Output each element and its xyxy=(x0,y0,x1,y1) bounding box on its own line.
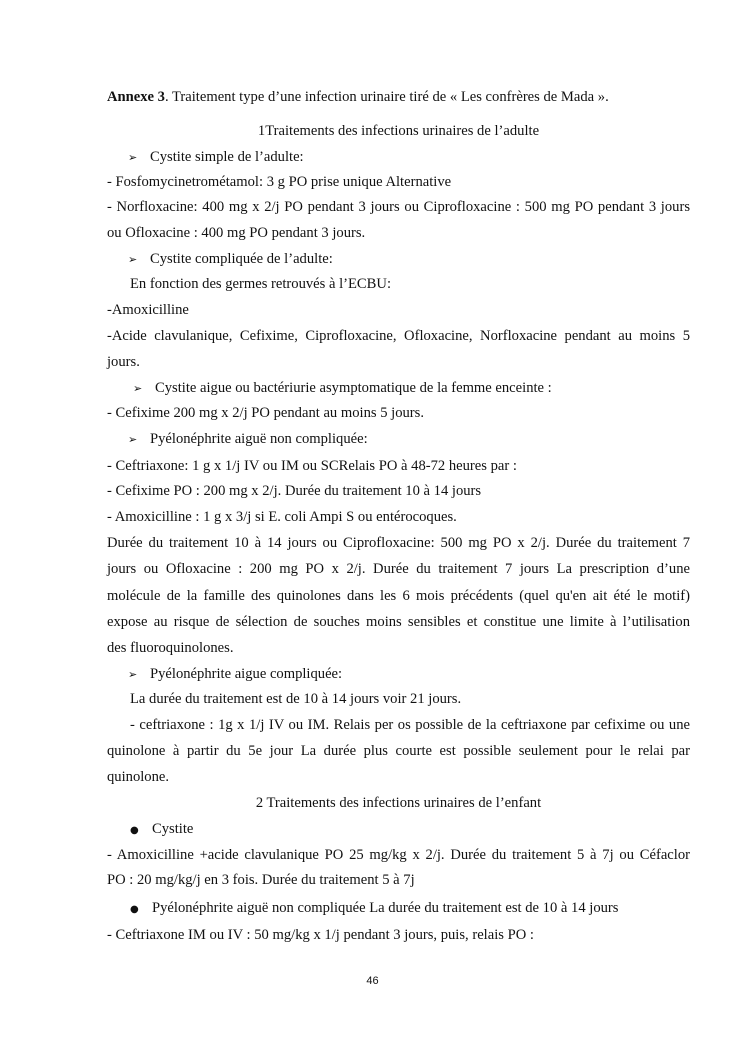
text-line: quinolone à partir du 5e jour La durée plus courte est possible seulement pour le relai par xyxy=(107,743,690,759)
text-line: molécule de la famille des quinolones dans les 6 mois précédents (quel qu'en ait été le motif) xyxy=(107,588,690,604)
text: Cystite xyxy=(152,821,194,837)
text-line: des fluoroquinolones. xyxy=(107,640,234,656)
annex-title: . Traitement type d’une infection urinaire tiré de « Les confrères de Mada ». xyxy=(164,89,609,105)
text-line: - Ceftriaxone IM ou IV : 50 mg/kg x 1/j pendant 3 jours, puis, relais PO : xyxy=(107,927,534,943)
round-bullet-icon: ● xyxy=(130,904,139,915)
text: Cystite aigue ou bactériurie asymptomatique de la femme enceinte : xyxy=(155,380,552,396)
text-line: - Amoxicilline +acide clavulanique PO 25 mg/kg x 2/j. Durée du traitement 5 à 7j ou Céfaclor xyxy=(107,847,690,863)
text-line: jours. xyxy=(107,354,140,370)
bullet-heading xyxy=(133,379,716,398)
page-number: 46 xyxy=(366,975,379,987)
arrow-bullet-icon: ➢ xyxy=(128,151,138,164)
text-line: - Norfloxacine: 400 mg x 2/j PO pendant 3 jours ou Ciprofloxacine : 500 mg PO pendant 3 jours xyxy=(107,199,690,215)
text-line: expose au risque de sélection de souches moins sensibles et constitue une limite à l’utilisation xyxy=(107,614,690,630)
arrow-bullet-icon: ➢ xyxy=(133,382,143,395)
bullet-heading xyxy=(130,899,713,919)
bullet-heading xyxy=(128,430,711,449)
text: Pyélonéphrite aiguë non compliquée: xyxy=(150,431,368,447)
annex-heading xyxy=(107,88,690,106)
text-line: -Acide clavulanique, Cefixime, Ciprofloxacine, Ofloxacine, Norfloxacine pendant au moins 5 xyxy=(107,328,690,344)
text-line: - Amoxicilline : 1 g x 3/j si E. coli Ampi S ou entérocoques. xyxy=(107,509,457,525)
text: Pyélonéphrite aigue compliquée: xyxy=(150,666,343,682)
text-line: jours ou Ofloxacine : 200 mg PO x 2/j. Durée du traitement 7 jours La prescription d’une xyxy=(107,561,690,577)
arrow-bullet-icon: ➢ xyxy=(128,433,138,446)
text-line: -Amoxicilline xyxy=(107,302,189,318)
section-title: 2 Traitements des infections urinaires de l’enfant xyxy=(255,795,542,811)
text-line: ou Ofloxacine : 400 mg PO pendant 3 jours. xyxy=(107,225,366,241)
text-line: PO : 20 mg/kg/j en 3 fois. Durée du traitement 5 à 7j xyxy=(107,872,415,888)
round-bullet-icon: ● xyxy=(130,825,139,836)
text: Pyélonéphrite aiguë non compliquée La durée du traitement est de 10 à 14 jours xyxy=(152,900,619,916)
section-title: 1Traitements des infections urinaires de l’adulte xyxy=(257,123,540,139)
text-line: - Fosfomycinetrométamol: 3 g PO prise unique Alternative xyxy=(107,174,452,190)
bullet-heading xyxy=(130,820,713,840)
text-line: - Ceftriaxone: 1 g x 1/j IV ou IM ou SCRelais PO à 48-72 heures par : xyxy=(107,458,517,474)
text: Cystite simple de l’adulte: xyxy=(150,149,304,165)
bullet-heading xyxy=(128,665,711,684)
text-line: - Cefixime PO : 200 mg x 2/j. Durée du traitement 10 à 14 jours xyxy=(107,483,482,499)
text-line: - ceftriaxone : 1g x 1/j IV ou IM. Relais per os possible de la ceftriaxone par cefixime ou une xyxy=(130,717,690,733)
annex-label: Annexe 3 xyxy=(107,89,165,105)
bullet-heading xyxy=(128,250,711,269)
bullet-heading xyxy=(128,148,711,167)
text: Cystite compliquée de l’adulte: xyxy=(150,251,333,267)
text-line: - Cefixime 200 mg x 2/j PO pendant au moins 5 jours. xyxy=(107,405,424,421)
text-line: La durée du traitement est de 10 à 14 jours voir 21 jours. xyxy=(130,691,462,707)
arrow-bullet-icon: ➢ xyxy=(128,668,138,681)
text-line: En fonction des germes retrouvés à l’ECBU: xyxy=(130,276,391,292)
text-line: quinolone. xyxy=(107,769,170,785)
text-line: Durée du traitement 10 à 14 jours ou Ciprofloxacine: 500 mg PO x 2/j. Durée du traitement 7 xyxy=(107,535,690,551)
arrow-bullet-icon: ➢ xyxy=(128,253,138,266)
